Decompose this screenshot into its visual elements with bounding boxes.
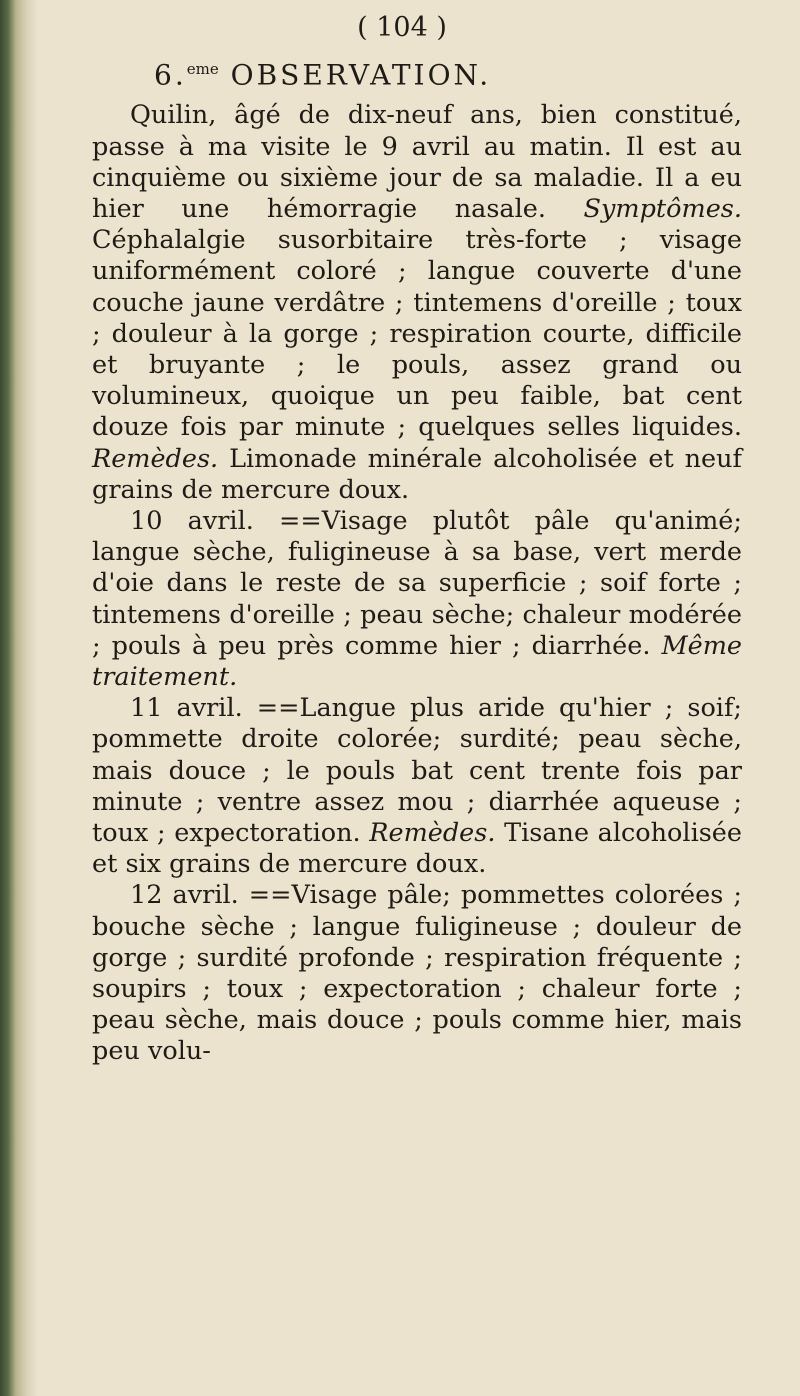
page-number: ( 104 ) [357, 12, 447, 43]
paragraph [92, 880, 742, 1067]
text-run: Céphalalgie susorbitaire très-forte ; visage uniformément coloré ; langue couverte d'une couche jaune verdâtre ; tintemens d'oreille ; toux ; douleur à la gorge ; respiration courte, difficile et bruyante ; le pouls, assez grand ou volumineux, quoique un peu faible, bat cent douze fois par minute ; quelques selles liquides. [92, 225, 742, 443]
text-run: Tisane alcoholisée et six grains de mercure doux. [92, 818, 742, 880]
book-page [92, 8, 742, 1068]
text-run: Quilin, âgé de dix-neuf ans, bien constitué, passe à ma visite le 9 avril au matin. Il est au cinquième ou sixième jour de sa maladie. Il a eu hier une hémorragie nasale. [92, 100, 742, 224]
text-run: 10 avril. ==Visage plutôt pâle qu'animé; langue sèche, fuligineuse à sa base, vert merde d'oie dans le reste de sa superficie ; soif forte ; tintemens d'oreille ; peau sèche; chaleur modérée ; pouls à peu près comme hier ; diarrhée. [92, 505, 742, 661]
heading-title: OBSERVATION. [230, 58, 492, 92]
paragraph [92, 506, 742, 693]
heading-ordinal-suffix: eme [186, 60, 219, 78]
italic-label: Remèdes. [369, 818, 496, 848]
italic-label: Même traitement. [92, 630, 742, 692]
heading-ordinal: 6. [154, 58, 187, 92]
book-binding-edge [0, 0, 38, 1396]
text-run: Limonade minérale alcoholisée et neuf grains de mercure doux. [92, 443, 742, 505]
italic-label: Remèdes. [92, 443, 219, 474]
paragraph [92, 100, 742, 506]
text-run: 11 avril. ==Langue plus aride qu'hier ; soif; pommette droite colorée; surdité; peau sèche, mais douce ; le pouls bat cent trente fois par minute ; ventre assez mou ; diarrhée aqueuse ; toux ; expectoration. [92, 693, 742, 848]
paragraph [92, 693, 742, 880]
italic-label: Symptômes. [583, 193, 742, 224]
observation-body [92, 100, 742, 1067]
text-run: 12 avril. ==Visage pâle; pommettes colorées ; bouche sèche ; langue fuligineuse ; douleur de gorge ; surdité profonde ; respiration fréquente ; soupirs ; toux ; expectoration ; chaleur forte ; peau sèche, mais douce ; pouls comme hier, mais peu volu- [92, 880, 742, 1067]
observation-heading [154, 48, 742, 96]
